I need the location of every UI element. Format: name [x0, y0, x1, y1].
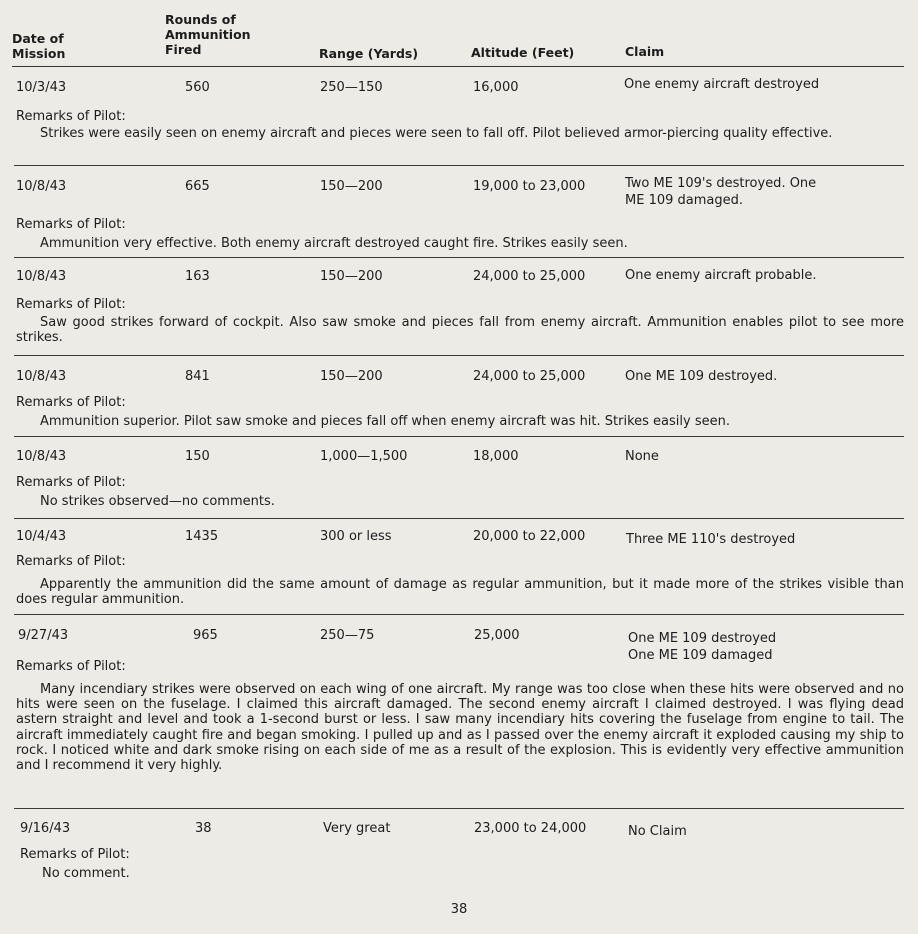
- mission-date: 10/8/43: [16, 369, 67, 384]
- range-yards: 250—150: [320, 80, 383, 95]
- header-range: Range (Yards): [319, 46, 419, 61]
- entry-divider: [14, 614, 904, 615]
- altitude-feet: 16,000: [473, 80, 519, 95]
- header-divider: [12, 66, 904, 67]
- pilot-remarks: Ammunition very effective. Both enemy aircraft destroyed caught fire. Strikes easily seen.: [40, 236, 628, 251]
- remarks-label: Remarks of Pilot:: [16, 395, 126, 410]
- range-yards: 300 or less: [320, 529, 392, 544]
- entry-divider: [14, 808, 904, 809]
- page-number: 38: [450, 902, 468, 917]
- remarks-label: Remarks of Pilot:: [20, 847, 130, 862]
- claim-text: One enemy aircraft destroyed: [624, 77, 820, 92]
- entry-divider: [14, 165, 904, 166]
- mission-date: 10/8/43: [16, 269, 67, 284]
- range-yards: Very great: [323, 821, 391, 836]
- mission-date: 10/3/43: [16, 80, 67, 95]
- mission-date: 9/16/43: [20, 821, 71, 836]
- range-yards: 150—200: [320, 369, 383, 384]
- rounds-fired: 1435: [185, 529, 219, 544]
- claim-text: None: [625, 449, 659, 464]
- pilot-remarks: No strikes observed—no comments.: [40, 494, 275, 509]
- entry-divider: [14, 355, 904, 356]
- pilot-remarks: Strikes were easily seen on enemy aircraft and pieces were seen to fall off. Pilot believed armor-piercing quality effective.: [40, 126, 833, 141]
- rounds-fired: 163: [185, 269, 210, 284]
- rounds-fired: 38: [195, 821, 212, 836]
- pilot-remarks: Saw good strikes forward of cockpit. Also saw smoke and pieces fall from enemy aircraft. Ammunition enables pilot to see more strikes.: [16, 315, 904, 346]
- pilot-remarks: No comment.: [42, 866, 130, 881]
- pilot-remarks: Many incendiary strikes were observed on each wing of one aircraft. My range was too close when these hits were observed and no hits were seen on the fuselage. I claimed this aircraft damaged. The second enemy aircraft I claimed destroyed. I was flying dead astern straight and level and took a 1-second burst or less. I saw many incendiary hits covering the fuselage from engine to tail. The aircraft immediately caught fire and began smoking. I pulled up and as I passed over the enemy aircraft it exploded causing my ship to rock. I noticed white and dark smoke rising on each side of me as a result of the explosion. This is evidently very effective ammunition and I recommend it very highly.: [16, 682, 904, 774]
- remarks-label: Remarks of Pilot:: [16, 109, 126, 124]
- altitude-feet: 20,000 to 22,000: [473, 529, 586, 544]
- claim-text: Three ME 110's destroyed: [626, 532, 796, 547]
- entry-divider: [14, 436, 904, 437]
- header-altitude: Altitude (Feet): [471, 45, 575, 60]
- claim-text: Two ME 109's destroyed. One ME 109 damaged.: [625, 176, 817, 208]
- altitude-feet: 24,000 to 25,000: [473, 269, 586, 284]
- entry-divider: [14, 518, 904, 519]
- range-yards: 150—200: [320, 269, 383, 284]
- remarks-label: Remarks of Pilot:: [16, 217, 126, 232]
- rounds-fired: 965: [193, 628, 218, 643]
- range-yards: 150—200: [320, 179, 383, 194]
- rounds-fired: 841: [185, 369, 210, 384]
- remarks-label: Remarks of Pilot:: [16, 475, 126, 490]
- altitude-feet: 24,000 to 25,000: [473, 369, 586, 384]
- entry-divider: [14, 257, 904, 258]
- range-yards: 250—75: [320, 628, 375, 643]
- rounds-fired: 560: [185, 80, 210, 95]
- header-claim: Claim: [625, 44, 665, 59]
- claim-text: No Claim: [628, 824, 687, 839]
- pilot-remarks: Apparently the ammunition did the same amount of damage as regular ammunition, but it made more of the strikes visible than does regular ammunition.: [16, 577, 904, 608]
- remarks-label: Remarks of Pilot:: [16, 554, 126, 569]
- mission-date: 10/8/43: [16, 179, 67, 194]
- header-date: Date of Mission: [12, 31, 66, 61]
- claim-text: One enemy aircraft probable.: [625, 268, 817, 283]
- altitude-feet: 23,000 to 24,000: [474, 821, 587, 836]
- claim-text: One ME 109 destroyed One ME 109 damaged: [628, 631, 777, 663]
- table-header: [12, 12, 902, 66]
- range-yards: 1,000—1,500: [320, 449, 408, 464]
- altitude-feet: 25,000: [474, 628, 520, 643]
- remarks-label: Remarks of Pilot:: [16, 297, 126, 312]
- header-rounds: Rounds of Ammunition Fired: [165, 12, 251, 57]
- rounds-fired: 665: [185, 179, 210, 194]
- altitude-feet: 19,000 to 23,000: [473, 179, 586, 194]
- rounds-fired: 150: [185, 449, 210, 464]
- claim-text: One ME 109 destroyed.: [625, 369, 778, 384]
- pilot-remarks: Ammunition superior. Pilot saw smoke and pieces fall off when enemy aircraft was hit. Strikes easily seen.: [40, 414, 730, 429]
- remarks-label: Remarks of Pilot:: [16, 659, 126, 674]
- altitude-feet: 18,000: [473, 449, 519, 464]
- mission-date: 9/27/43: [18, 628, 69, 643]
- mission-date: 10/4/43: [16, 529, 67, 544]
- mission-date: 10/8/43: [16, 449, 67, 464]
